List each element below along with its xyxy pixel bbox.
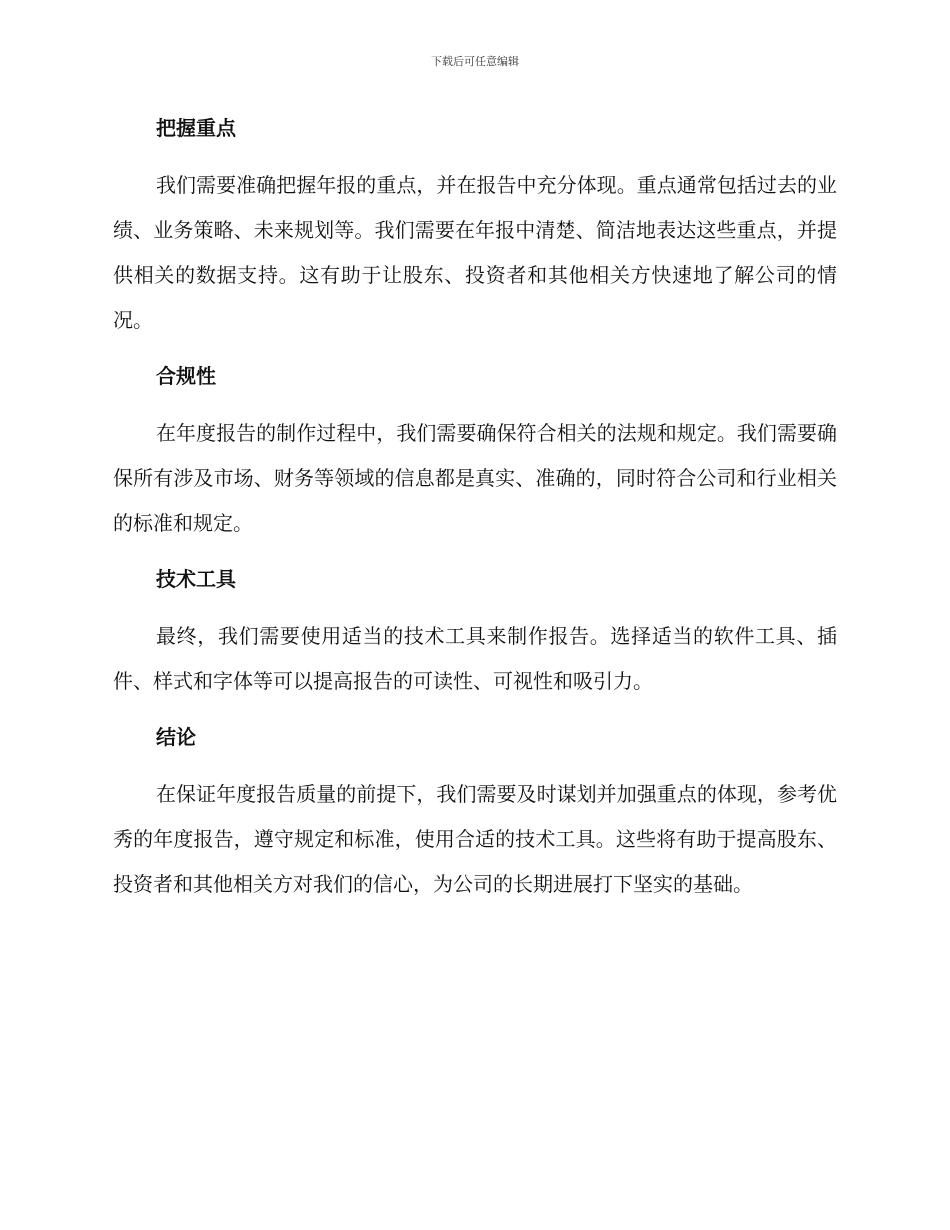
section-tech-tools: [113, 564, 837, 704]
section-title: 技术工具: [156, 567, 236, 591]
section-paragraph: 最终，我们需要使用适当的技术工具来制作报告。选择适当的软件工具、插件、样式和字体等可以提高报告的可读性、可视性和吸引力。: [113, 624, 837, 693]
section-title: 结论: [156, 725, 196, 749]
section-paragraph: 我们需要准确把握年报的重点，并在报告中充分体现。重点通常包括过去的业绩、业务策略、未来规划等。我们需要在年报中清楚、简洁地表达这些重点，并提供相关的数据支持。这有助于让股东、投资者和其他相关方快速地了解公司的情况。: [113, 173, 837, 332]
document-body: [113, 113, 837, 925]
section-title: 合规性: [156, 364, 216, 388]
section-paragraph: 在年度报告的制作过程中，我们需要确保符合相关的法规和规定。我们需要确保所有涉及市场、财务等领域的信息都是真实、准确的，同时符合公司和行业相关的标准和规定。: [113, 421, 837, 535]
section-title: 把握重点: [156, 116, 236, 140]
section-key-points: [113, 113, 837, 343]
section-paragraph: 在保证年度报告质量的前提下，我们需要及时谋划并加强重点的体现，参考优秀的年度报告，遵守规定和标准，使用合适的技术工具。这些将有助于提高股东、投资者和其他相关方对我们的信心，为公司的长期进展打下坚实的基础。: [113, 782, 837, 896]
page-header: 下载后可任意编辑: [431, 55, 519, 68]
section-conclusion: [113, 722, 837, 907]
section-compliance: [113, 361, 837, 546]
